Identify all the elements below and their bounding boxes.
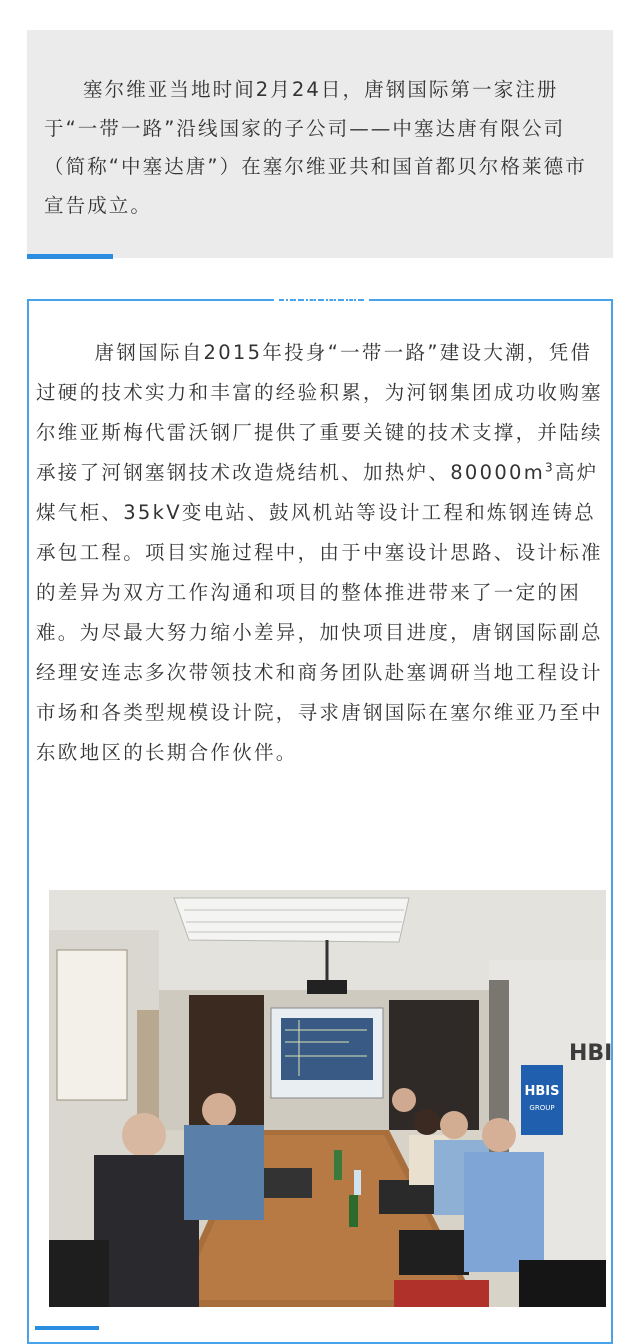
hbis-sign-text: HBIS [524,1084,560,1099]
article-text-part1: 唐钢国际自2015年投身“一带一路”建设大潮，凭借过硬的技术实力和丰富的经验积累，为河钢集团成功收购塞尔维亚斯梅代雷沃钢厂提供了重要关键的技术支撑，并陆续承接了河钢塞钢技术改造烧结机、加热炉、80000m [36,341,603,484]
hbis-sign-small: GROUP [529,1104,555,1112]
article-paragraph [36,333,606,773]
meeting-photo [49,890,613,1307]
article-text-part2: 高炉煤气柜、35kV变电站、鼓风机站等设计工程和炼钢连铸总承包工程。项目实施过程中，由于中塞设计思路、设计标准的差异为双方工作沟通和项目的整体推进带来了一定的困难。为尽最大努力缩小差异，加快项目进度，唐钢国际副总经理安连志多次带领技术和商务团队赴塞调研当地工程设计市场和各类型规模设计院，寻求唐钢国际在塞尔维亚乃至中东欧地区的长期合作伙伴。 [36,461,603,764]
article-box [27,299,613,1344]
intro-paragraph: 塞尔维亚当地时间2月24日，唐钢国际第一家注册于“一带一路”沿线国家的子公司——中塞达唐有限公司（简称“中塞达唐”）在塞尔维亚共和国首都贝尔格莱德市宣告成立。 [44,78,587,217]
intro-accent-bar [27,254,113,259]
intro-box [27,30,613,258]
hbis-wall-text: HBI [569,1041,613,1066]
superscript-3: 3 [545,460,555,475]
top-border-dots [279,299,364,301]
article-accent-bar [35,1326,99,1330]
